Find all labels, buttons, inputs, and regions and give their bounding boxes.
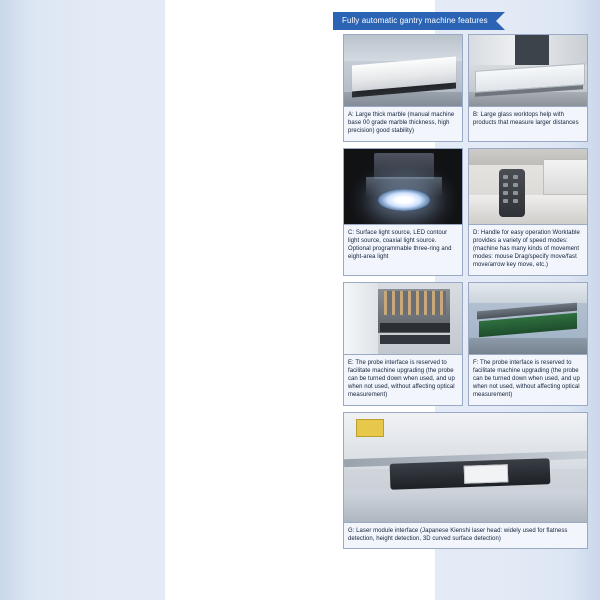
feature-caption-e: E: The probe interface is reserved to facilitate machine upgrading (the probe can be turned down when used, and up when not used, without affecting optical measurement): [348, 359, 455, 399]
banner: [333, 12, 505, 30]
feature-caption-b: B: Large glass worktops help with products that measure larger distances: [473, 112, 579, 127]
feature-card-b: [468, 34, 588, 142]
feature-row-ab: [343, 34, 588, 142]
feature-row-g: [343, 412, 588, 549]
led-light-source-photo: [344, 149, 462, 225]
feature-card-c: [343, 148, 463, 276]
feature-sheet: [165, 0, 580, 600]
feature-grid: [343, 34, 588, 555]
feature-caption-c: C: Surface light source, LED contour light source, coaxial light source. Optional programmable three-ring and eight-area light: [348, 229, 452, 261]
feature-card-g: [343, 412, 588, 549]
feature-caption-f: F: The probe interface is reserved to facilitate machine upgrading (the probe can be turned down when used, and up when not used, without affecting optical measurement): [473, 359, 580, 399]
feature-caption-a: A: Large thick marble (manual machine base 00 grade marble thickness, high precision) good stability): [348, 112, 455, 135]
feature-caption-g: G: Laser module interface (Japanese Kienshi laser head: widely used for flatness detection, height detection, 3D curved surface detection): [348, 527, 568, 542]
feature-row-ef: [343, 282, 588, 406]
glass-worktop-photo: [469, 35, 587, 107]
feature-card-e: [343, 282, 463, 406]
banner-title: Fully automatic gantry machine features: [333, 12, 496, 30]
feature-card-f: [468, 282, 588, 406]
laser-module-photo: [344, 413, 587, 523]
feature-card-d: [468, 148, 588, 276]
banner-arrow-shape: [496, 12, 505, 30]
marble-base-photo: [344, 35, 462, 107]
feature-card-a: [343, 34, 463, 142]
feature-row-cd: [343, 148, 588, 276]
control-handle-photo: [469, 149, 587, 225]
feature-caption-d: D: Handle for easy operation Worktable provides a variety of speed modes: (machine has many kinds of movement modes: mouse Drag/specify move/fast move/arrow key move, etc.): [473, 229, 580, 269]
probe-interface-stage-photo: [469, 283, 587, 355]
probe-interface-cabinet-photo: [344, 283, 462, 355]
